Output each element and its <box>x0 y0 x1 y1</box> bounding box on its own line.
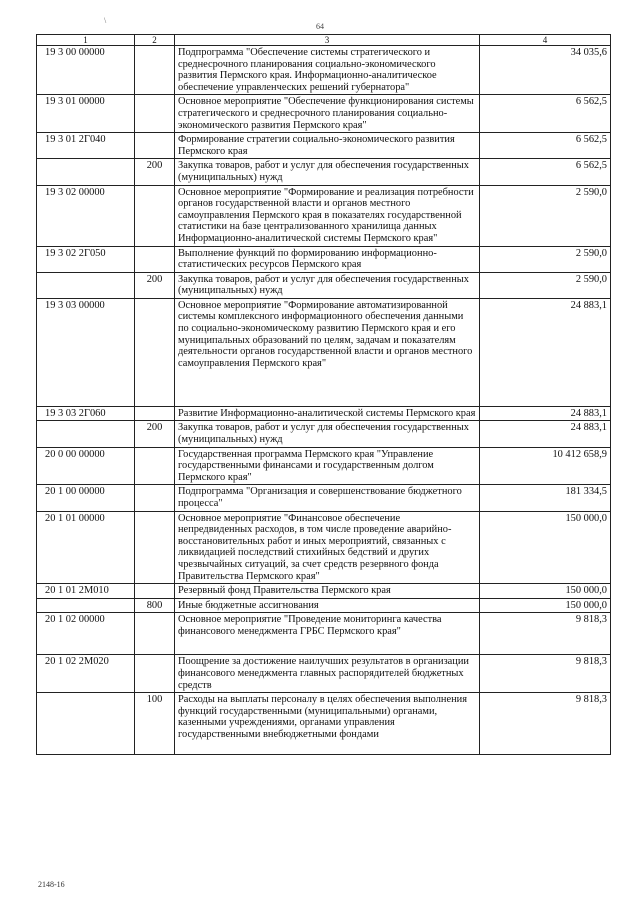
row-name: Поощрение за достижение наилучших результатов в организации финансового менеджмента главных распорядителей бюджетных средств <box>175 655 480 693</box>
table-row <box>37 159 611 185</box>
row-name: Основное мероприятие "Формирование и реализация потребности органов государственной власти и органов местного самоуправления Пермского края в показателях государственной статистики на базе централизованного хранилища данных Информационно-аналитической системы Пермского края" <box>175 185 480 246</box>
row-expense-type <box>135 133 175 159</box>
row-expense-type <box>135 485 175 511</box>
row-name: Выполнение функций по формированию информационно-статистических ресурсов Пермского края <box>175 246 480 272</box>
row-name: Закупка товаров, работ и услуг для обеспечения государственных (муниципальных) нужд <box>175 421 480 447</box>
row-amount: 2 590,0 <box>480 246 611 272</box>
table-row <box>37 485 611 511</box>
budget-table <box>36 34 611 755</box>
row-expense-type: 200 <box>135 421 175 447</box>
row-code <box>37 159 135 185</box>
row-code: 19 3 00 00000 <box>37 46 135 95</box>
table-row <box>37 655 611 693</box>
row-name: Закупка товаров, работ и услуг для обеспечения государственных (муниципальных) нужд <box>175 159 480 185</box>
row-name: Закупка товаров, работ и услуг для обеспечения государственных (муниципальных) нужд <box>175 272 480 298</box>
document-stamp: 2148-16 <box>38 880 65 889</box>
row-amount: 24 883,1 <box>480 298 611 406</box>
row-code: 19 3 02 2Г050 <box>37 246 135 272</box>
row-expense-type <box>135 95 175 133</box>
row-amount: 24 883,1 <box>480 406 611 421</box>
table-row <box>37 421 611 447</box>
row-expense-type <box>135 511 175 584</box>
table-row <box>37 693 611 755</box>
table-row <box>37 246 611 272</box>
table-row <box>37 95 611 133</box>
row-amount: 6 562,5 <box>480 95 611 133</box>
row-name: Расходы на выплаты персоналу в целях обеспечения выполнения функций государственными (муниципальными) органами, казенными учреждениями, органами управления государственными внебюджетными фондами <box>175 693 480 755</box>
table-header-row <box>37 35 611 46</box>
row-expense-type <box>135 406 175 421</box>
table-row <box>37 406 611 421</box>
row-name: Государственная программа Пермского края "Управление государственными финансами и государственным долгом Пермского края" <box>175 447 480 485</box>
row-code: 19 3 01 00000 <box>37 95 135 133</box>
row-expense-type <box>135 584 175 599</box>
row-expense-type <box>135 246 175 272</box>
table-row <box>37 133 611 159</box>
row-amount: 9 818,3 <box>480 613 611 655</box>
row-amount: 150 000,0 <box>480 584 611 599</box>
row-expense-type <box>135 613 175 655</box>
row-amount: 2 590,0 <box>480 272 611 298</box>
row-expense-type <box>135 655 175 693</box>
row-expense-type: 100 <box>135 693 175 755</box>
row-name: Подпрограмма "Организация и совершенствование бюджетного процесса" <box>175 485 480 511</box>
row-amount: 24 883,1 <box>480 421 611 447</box>
row-code: 20 1 01 00000 <box>37 511 135 584</box>
row-code: 20 1 01 2М010 <box>37 584 135 599</box>
header-col-2: 2 <box>135 35 175 46</box>
row-code: 19 3 03 00000 <box>37 298 135 406</box>
row-amount: 6 562,5 <box>480 159 611 185</box>
table-row <box>37 185 611 246</box>
row-amount: 9 818,3 <box>480 693 611 755</box>
table-row <box>37 272 611 298</box>
row-name: Резервный фонд Правительства Пермского края <box>175 584 480 599</box>
row-code <box>37 272 135 298</box>
row-expense-type <box>135 185 175 246</box>
row-name: Подпрограмма "Обеспечение системы стратегического и среднесрочного планирования социально-экономического развития Пермского края. Информационно-аналитическое обеспечение управленческих решений губернатора" <box>175 46 480 95</box>
row-amount: 150 000,0 <box>480 598 611 613</box>
row-code: 20 1 02 2М020 <box>37 655 135 693</box>
table-row <box>37 613 611 655</box>
row-expense-type <box>135 298 175 406</box>
table-row <box>37 46 611 95</box>
row-amount: 150 000,0 <box>480 511 611 584</box>
row-amount: 34 035,6 <box>480 46 611 95</box>
row-name: Основное мероприятие "Формирование автоматизированной системы комплексного информационного обеспечения данными по социально-экономическому развитию Пермского края и его муниципальных образований по целям, задачам и показателям деятельности органов государственной власти и органов местного самоуправления Пермского края" <box>175 298 480 406</box>
row-name: Развитие Информационно-аналитической системы Пермского края <box>175 406 480 421</box>
row-code: 20 1 00 00000 <box>37 485 135 511</box>
row-code: 19 3 01 2Г040 <box>37 133 135 159</box>
row-amount: 9 818,3 <box>480 655 611 693</box>
row-name: Основное мероприятие "Проведение мониторинга качества финансового менеджмента ГРБС Пермского края" <box>175 613 480 655</box>
header-col-1: 1 <box>37 35 135 46</box>
row-code: 19 3 03 2Г060 <box>37 406 135 421</box>
row-expense-type <box>135 447 175 485</box>
table-row <box>37 298 611 406</box>
table-row <box>37 447 611 485</box>
row-code: 20 1 02 00000 <box>37 613 135 655</box>
row-amount: 10 412 658,9 <box>480 447 611 485</box>
row-name: Формирование стратегии социально-экономического развития Пермского края <box>175 133 480 159</box>
row-amount: 2 590,0 <box>480 185 611 246</box>
row-amount: 181 334,5 <box>480 485 611 511</box>
table-row <box>37 511 611 584</box>
row-amount: 6 562,5 <box>480 133 611 159</box>
row-expense-type: 800 <box>135 598 175 613</box>
header-col-3: 3 <box>175 35 480 46</box>
row-code: 19 3 02 00000 <box>37 185 135 246</box>
row-name: Иные бюджетные ассигнования <box>175 598 480 613</box>
page-number: 64 <box>316 22 324 31</box>
header-col-4: 4 <box>480 35 611 46</box>
row-code <box>37 421 135 447</box>
row-code <box>37 693 135 755</box>
scan-mark: \ <box>104 16 107 25</box>
row-name: Основное мероприятие "Обеспечение функционирования системы стратегического и среднесрочного планирования социально-экономического развития Пермского края" <box>175 95 480 133</box>
row-code <box>37 598 135 613</box>
table-row <box>37 584 611 599</box>
row-expense-type: 200 <box>135 159 175 185</box>
row-name: Основное мероприятие "Финансовое обеспечение непредвиденных расходов, в том числе проведение аварийно-восстановительных работ и иных мероприятий, связанных с ликвидацией последствий стихийных бедствий и других чрезвычайных ситуаций, за счет средств резервного фонда Правительства Пермского края" <box>175 511 480 584</box>
table-row <box>37 598 611 613</box>
row-expense-type: 200 <box>135 272 175 298</box>
row-code: 20 0 00 00000 <box>37 447 135 485</box>
row-expense-type <box>135 46 175 95</box>
